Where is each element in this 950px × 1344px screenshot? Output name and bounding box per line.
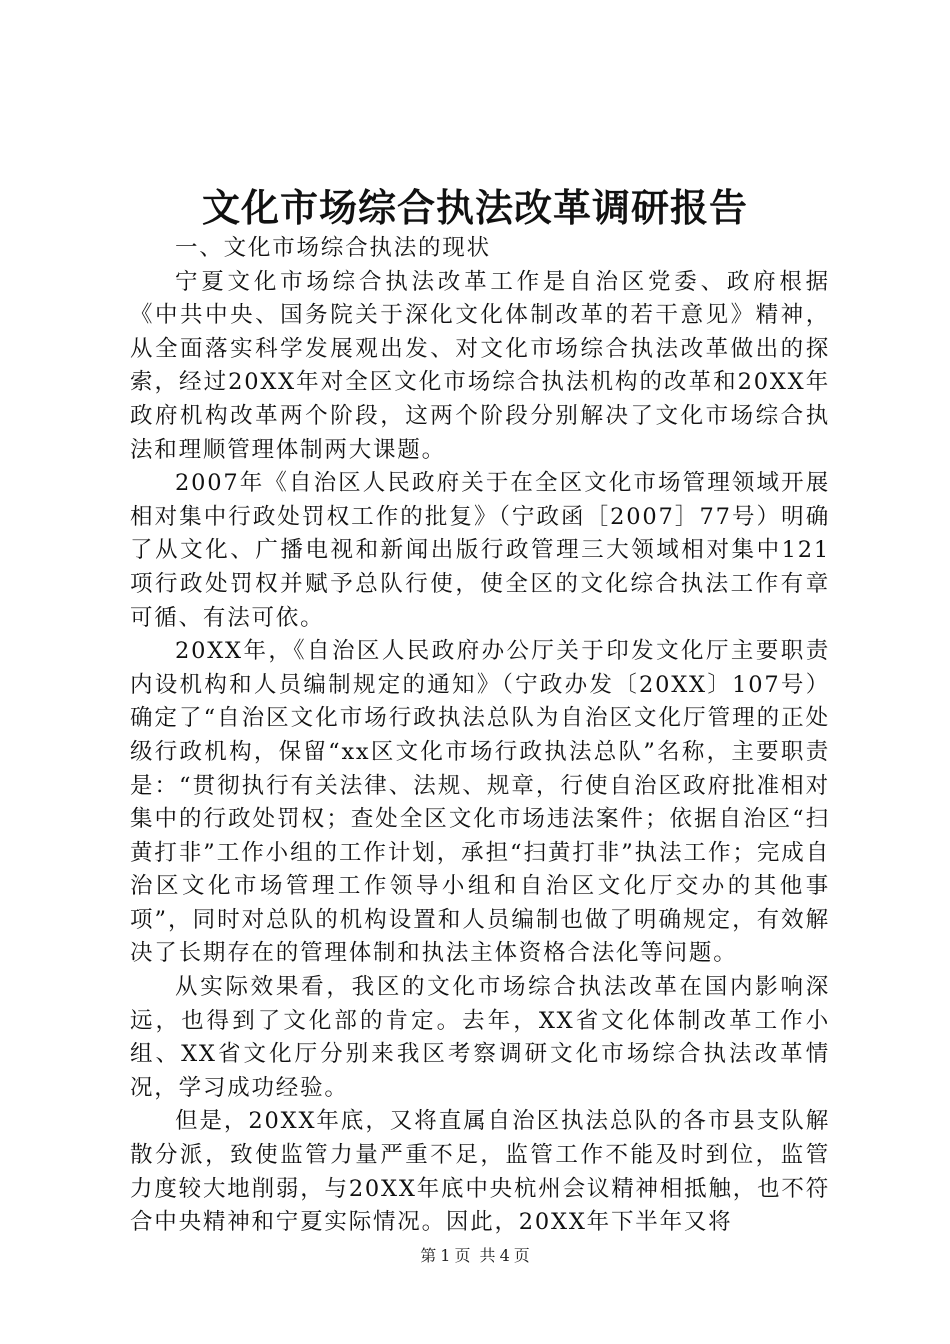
paragraph-3: 20XX年，《自治区人民政府办公厅关于印发文化厅主要职责内设机构和人员编制规定的通知》（宁政办发〔20XX〕107号）确定了“自治区文化市场行政执法总队为自治区文化厅管理的正处级行政机构，保留“xx区文化市场行政执法总队”名称，主要职责是：“贯彻执行有关法律、法规、规章，行使自治区政府批准相对集中的行政处罚权；查处全区文化市场违法案件；依据自治区“扫黄打非”工作小组的工作计划，承担“扫黄打非”执法工作；完成自治区文化市场管理工作领导小组和自治区文化厅交办的其他事项”，同时对总队的机构设置和人员编制也做了明确规定，有效解决了长期存在的管理体制和执法主体资格合法化等问题。 — [130, 638, 830, 967]
paragraph-5: 但是，20XX年底，又将直属自治区执法总队的各市县支队解散分派，致使监管力量严重不足，监管工作不能及时到位，监管力度较大地削弱，与20XX年底中央杭州会议精神相抵触，也不符合中央精神和宁夏实际情况。因此，20XX年下半年又将 — [130, 1108, 830, 1236]
total-pages: 4 — [499, 1246, 510, 1265]
document-title: 文化市场综合执法改革调研报告 — [201, 185, 748, 230]
total-suffix: 页 — [513, 1246, 530, 1265]
total-prefix: 共 — [479, 1246, 496, 1265]
paragraph-2: 2007年《自治区人民政府关于在全区文化市场管理领域开展相对集中行政处罚权工作的批复》（宁政函［2007］77号）明确了从文化、广播电视和新闻出版行政管理三大领域相对集中121项行政处罚权并赋予总队行使，使全区的文化综合执法工作有章可循、有法可依。 — [130, 470, 830, 631]
page-prefix: 第 — [420, 1246, 437, 1265]
paragraph-1: 宁夏文化市场综合执法改革工作是自治区党委、政府根据《中共中央、国务院关于深化文化体制改革的若干意见》精神，从全面落实科学发展观出发、对文化市场综合执法改革做出的探索，经过20XX年对全区文化市场综合执法机构的改革和20XX年政府机构改革两个阶段，这两个阶段分别解决了文化市场综合执法和理顺管理体制两大课题。 — [130, 268, 830, 463]
page-number: 1 — [440, 1246, 451, 1265]
section-heading: 一、文化市场综合执法的现状 — [175, 235, 491, 261]
page-footer — [0, 1244, 950, 1268]
page-suffix: 页 — [454, 1246, 471, 1265]
paragraph-4: 从实际效果看，我区的文化市场综合执法改革在国内影响深远，也得到了文化部的肯定。去年，XX省文化体制改革工作小组、XX省文化厅分别来我区考察调研文化市场综合执法改革情况，学习成功经验。 — [130, 974, 830, 1101]
document-body — [130, 232, 830, 1240]
